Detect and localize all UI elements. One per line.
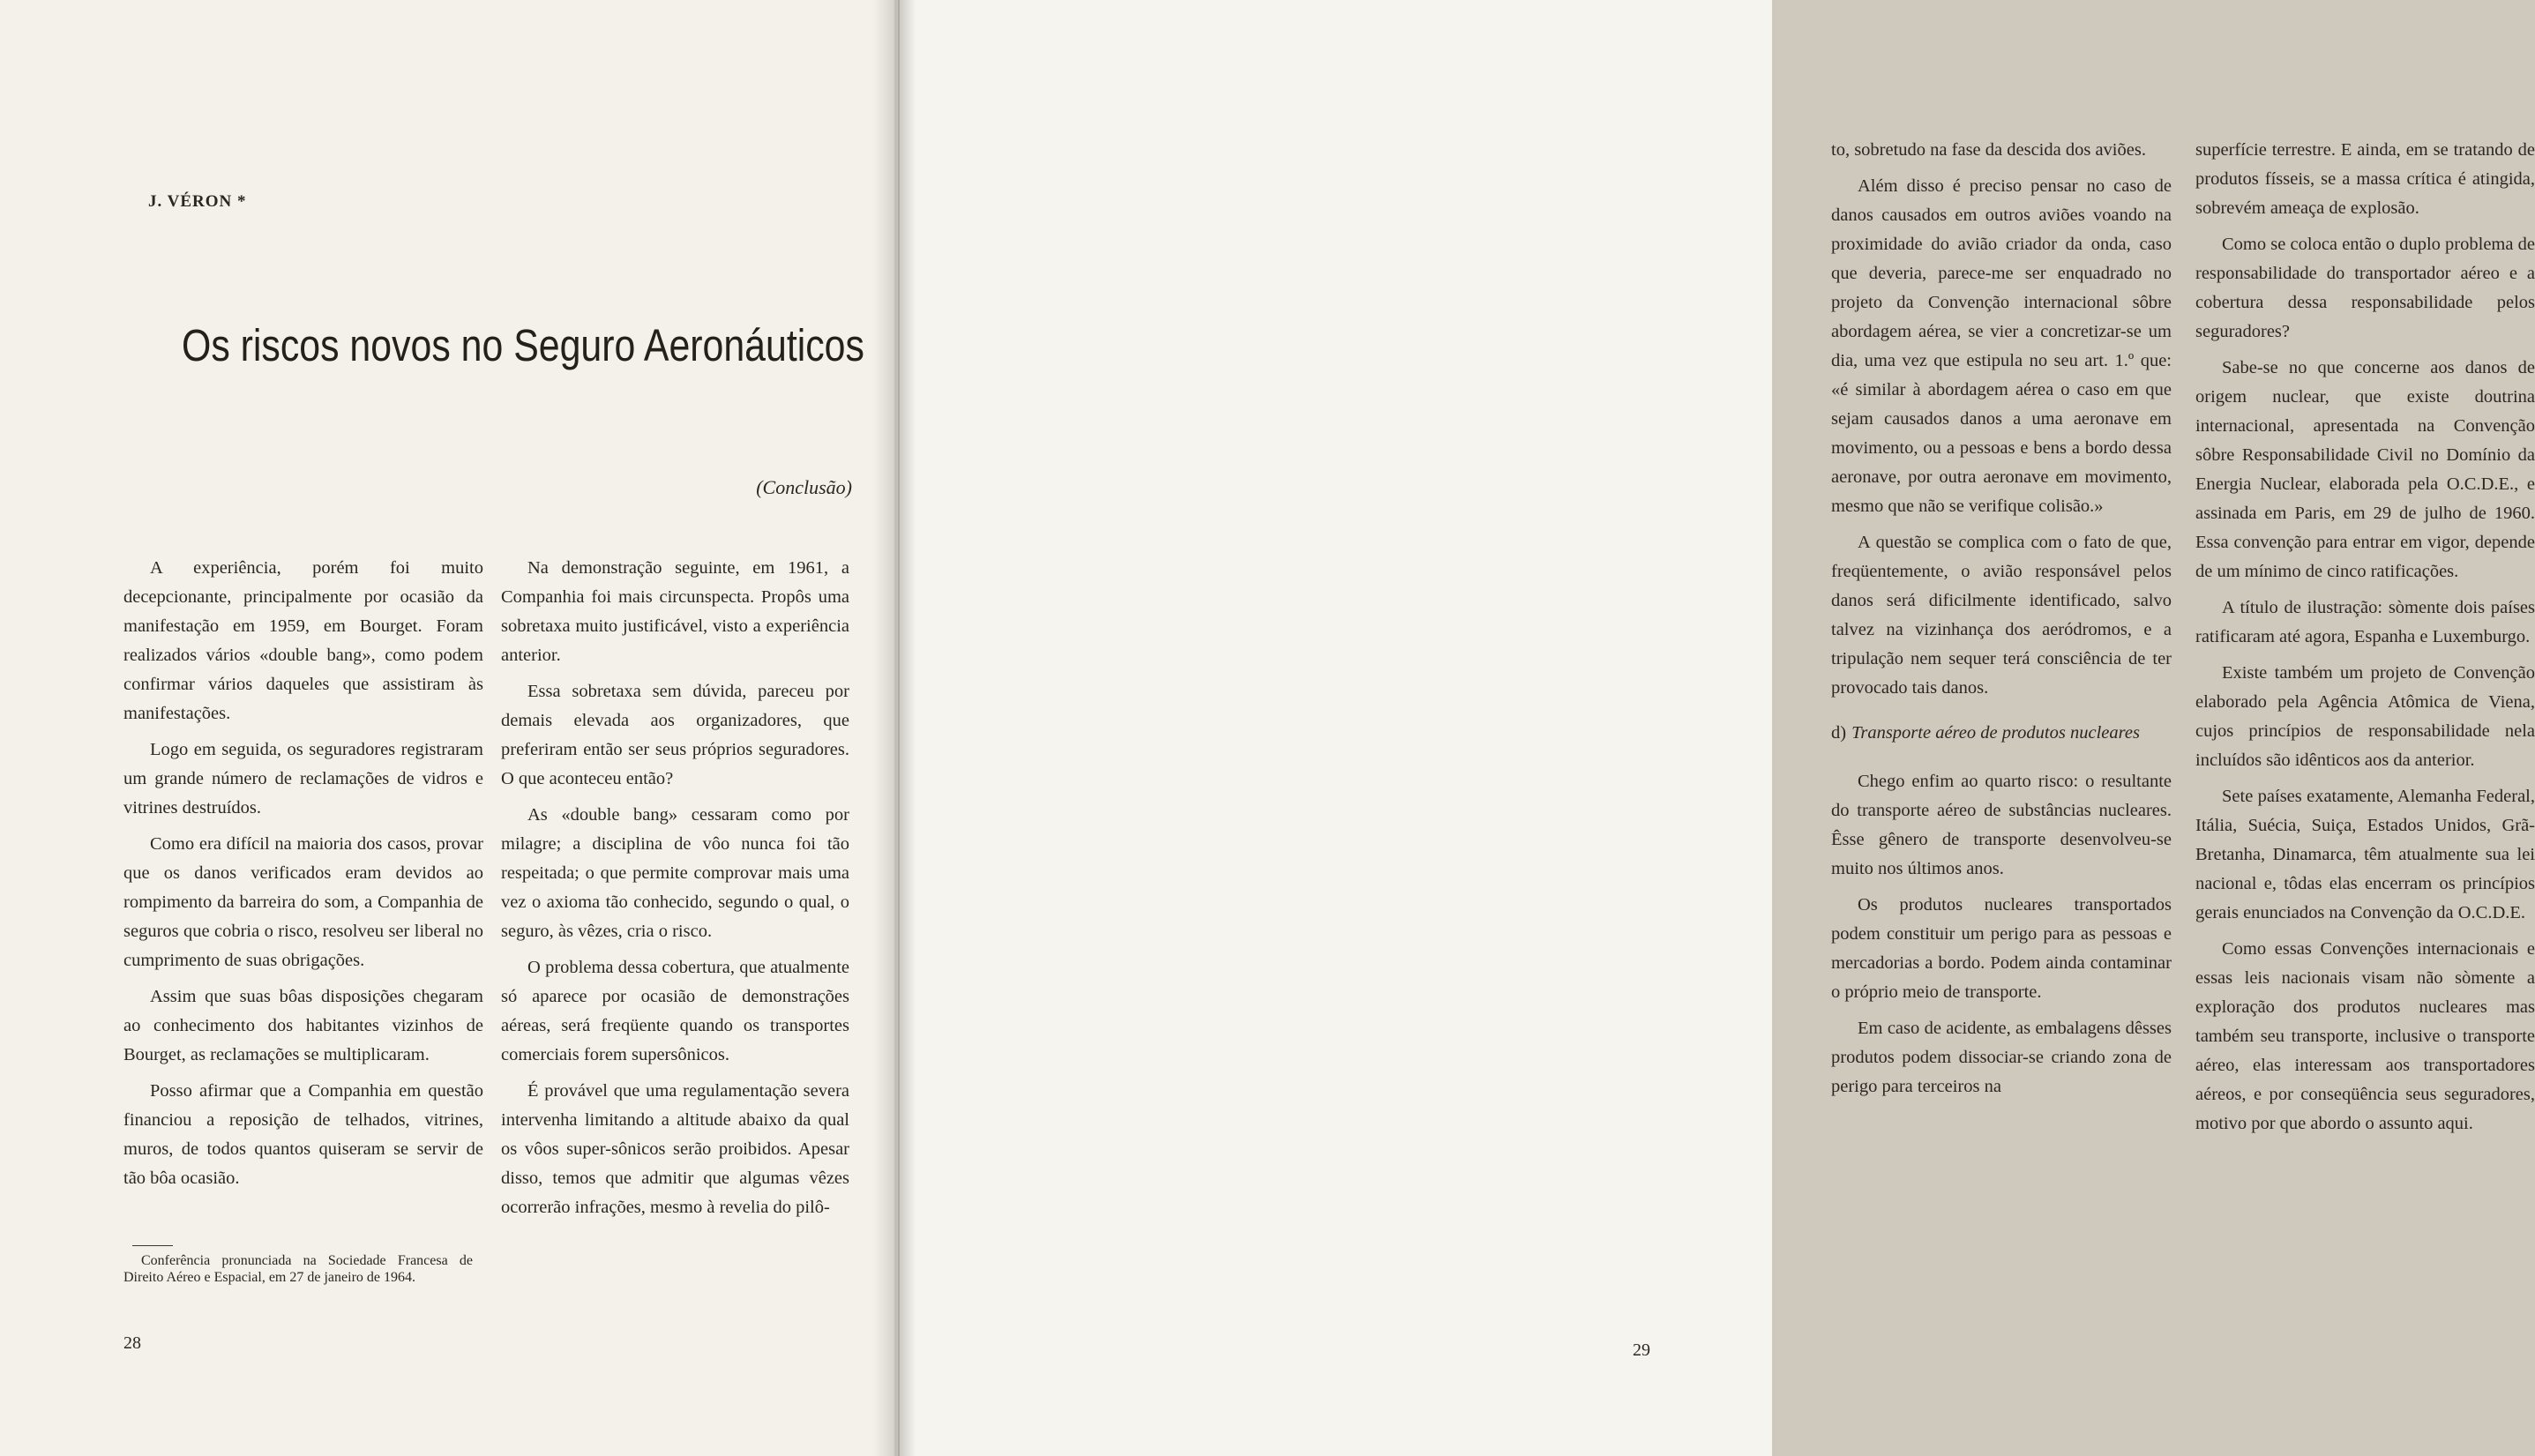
paragraph: Como essas Convenções internacionais e essas leis nacionais visam não sòmente a exploração dos produtos nucleares mas também seu transporte, inclusive o transporte aéreo, elas interessam aos transportadores aéreos, e por conseqüência seus seguradores, motivo por que abordo o assunto aqui. bbox=[2195, 939, 2535, 1133]
section-heading bbox=[1831, 719, 2172, 748]
paragraph: Chego enfim ao quarto risco: o resultante do transporte aéreo de substâncias nucleares. Êsse gênero de transporte desenvolveu-se muito nos últimos anos. bbox=[1831, 772, 2172, 878]
paragraph: Como era difícil na maioria dos casos, provar que os danos verificados eram devidos ao rompimento da barreira do som, a Companhia de seguros que cobria o risco, resolveu ser liberal no cumprimento de suas obrigações. bbox=[123, 834, 483, 970]
section-heading-text: Transporte aéreo de produtos nucleares bbox=[1851, 723, 2140, 743]
paragraph: É provável que uma regulamentação severa intervenha limitando a altitude abaixo da qual os vôos super-sônicos serão proibidos. Apesar disso, temos que admitir que algumas vêzes ocorrerão infrações, mesmo à revelia do pilô- bbox=[501, 1081, 849, 1217]
paragraph: Em caso de acidente, as embalagens dêsses produtos podem dissociar-se criando zona de perigo para terceiros na bbox=[1831, 1019, 2172, 1096]
paragraph: Essa sobretaxa sem dúvida, pareceu por demais elevada aos organizadores, que preferiram então ser seus próprios seguradores. O que aconteceu então? bbox=[501, 682, 849, 788]
right-page-column-1 bbox=[1831, 136, 2172, 1109]
paragraph: to, sobretudo na fase da descida dos aviões. bbox=[1831, 140, 2146, 160]
page-number-right: 29 bbox=[1633, 1340, 1650, 1360]
paragraph: Além disso é preciso pensar no caso de danos causados em outros aviões voando na proximidade do avião criador da onda, caso que deveria, parece-me ser enquadrado no projeto da Convenção internacional sôbre abordagem aérea, se vier a concretizar-se um dia, uma vez que estipula no seu art. 1.º que: «é similar à abordagem aérea o caso em que sejam causados danos a uma aeronave em movimento, ou a pessoas e bens a bordo dessa aeronave, por outra aeronave em movimento, mesmo que não se verifique colisão.» bbox=[1831, 176, 2172, 516]
paragraph: As «double bang» cessaram como por milagre; a disciplina de vôo nunca foi tão respeitada; o que permite comprovar mais uma vez o axioma tão conhecido, segundo o qual, o seguro, às vêzes, cria o risco. bbox=[501, 805, 849, 941]
left-page-column-2 bbox=[501, 554, 849, 1229]
page-number-left: 28 bbox=[123, 1333, 141, 1353]
paragraph: A experiência, porém foi muito decepcionante, principalmente por ocasião da manifestação em 1959, em Bourget. Foram realizados vários «double bang», como podem confirmar vários daqueles que assistiram às manifestações. bbox=[123, 558, 483, 723]
paragraph: superfície terrestre. E ainda, em se tratando de produtos físseis, se a massa crítica é atingida, sobrevém ameaça de explosão. bbox=[2195, 140, 2535, 218]
paragraph: O problema dessa cobertura, que atualmente só aparece por ocasião de demonstrações aéreas, será freqüente quando os transportes comerciais forem supersônicos. bbox=[501, 958, 849, 1064]
paragraph: Logo em seguida, os seguradores registraram um grande número de reclamações de vidros e vitrines destruídos. bbox=[123, 740, 483, 818]
right-page-column-2 bbox=[2195, 136, 2535, 1146]
article-title: Os riscos novos no Seguro Aeronáuticos bbox=[182, 320, 864, 370]
paragraph: Sabe-se no que concerne aos danos de origem nuclear, que existe doutrina internacional, apresentada na Convenção sôbre Responsabilidade Civil no Domínio da Energia Nuclear, elaborada pela O.C.D.E., e assinada em Paris, em 29 de julho de 1960. Essa convenção para entrar em vigor, depende de um mínimo de cinco ratificações. bbox=[2195, 358, 2535, 581]
section-marker: d) bbox=[1831, 723, 1847, 743]
footnote: Conferência pronunciada na Sociedade Francesa de Direito Aéreo e Espacial, em 27 de janeiro de 1964. bbox=[123, 1253, 473, 1285]
paragraph: A título de ilustração: sòmente dois países ratificaram até agora, Espanha e Luxemburgo. bbox=[2195, 598, 2535, 646]
left-page-column-1 bbox=[123, 554, 483, 1200]
left-page bbox=[0, 0, 900, 1456]
paragraph: Como se coloca então o duplo problema de responsabilidade do transportador aéreo e a cobertura dessa responsabilidade pelos seguradores? bbox=[2195, 235, 2535, 341]
right-page bbox=[900, 0, 2535, 1456]
paragraph: Assim que suas bôas disposições chegaram ao conhecimento dos habitantes vizinhos de Bourget, as reclamações se multiplicaram. bbox=[123, 987, 483, 1064]
paragraph: A questão se complica com o fato de que, freqüentemente, o avião responsável pelos danos será dificilmente identificado, salvo talvez na vizinhança dos aeródromos, e a tripulação nem sequer terá consciência de ter provocado tais danos. bbox=[1831, 533, 2172, 698]
paragraph: Na demonstração seguinte, em 1961, a Companhia foi mais circunspecta. Propôs uma sobretaxa muito justificável, visto a experiência anterior. bbox=[501, 558, 849, 665]
paragraph: Os produtos nucleares transportados podem constituir um perigo para as pessoas e mercadorias a bordo. Podem ainda contaminar o próprio meio de transporte. bbox=[1831, 895, 2172, 1002]
paragraph: Existe também um projeto de Convenção elaborado pela Agência Atômica de Viena, cujos princípios de responsabilidade nela incluídos são idênticos aos da anterior. bbox=[2195, 663, 2535, 770]
footnote-rule bbox=[132, 1245, 173, 1246]
article-subtitle: (Conclusão) bbox=[756, 476, 852, 498]
author-name: J. VÉRON * bbox=[148, 192, 247, 211]
paragraph: Posso afirmar que a Companhia em questão financiou a reposição de telhados, vitrines, muros, de todos quantos quiseram se servir de tão bôa ocasião. bbox=[123, 1081, 483, 1188]
paragraph: Sete países exatamente, Alemanha Federal, Itália, Suécia, Suiça, Estados Unidos, Grã-Bretanha, Dinamarca, têm atualmente sua lei nacional e, tôdas elas encerram os princípios gerais enunciados na Convenção da O.C.D.E. bbox=[2195, 787, 2535, 922]
